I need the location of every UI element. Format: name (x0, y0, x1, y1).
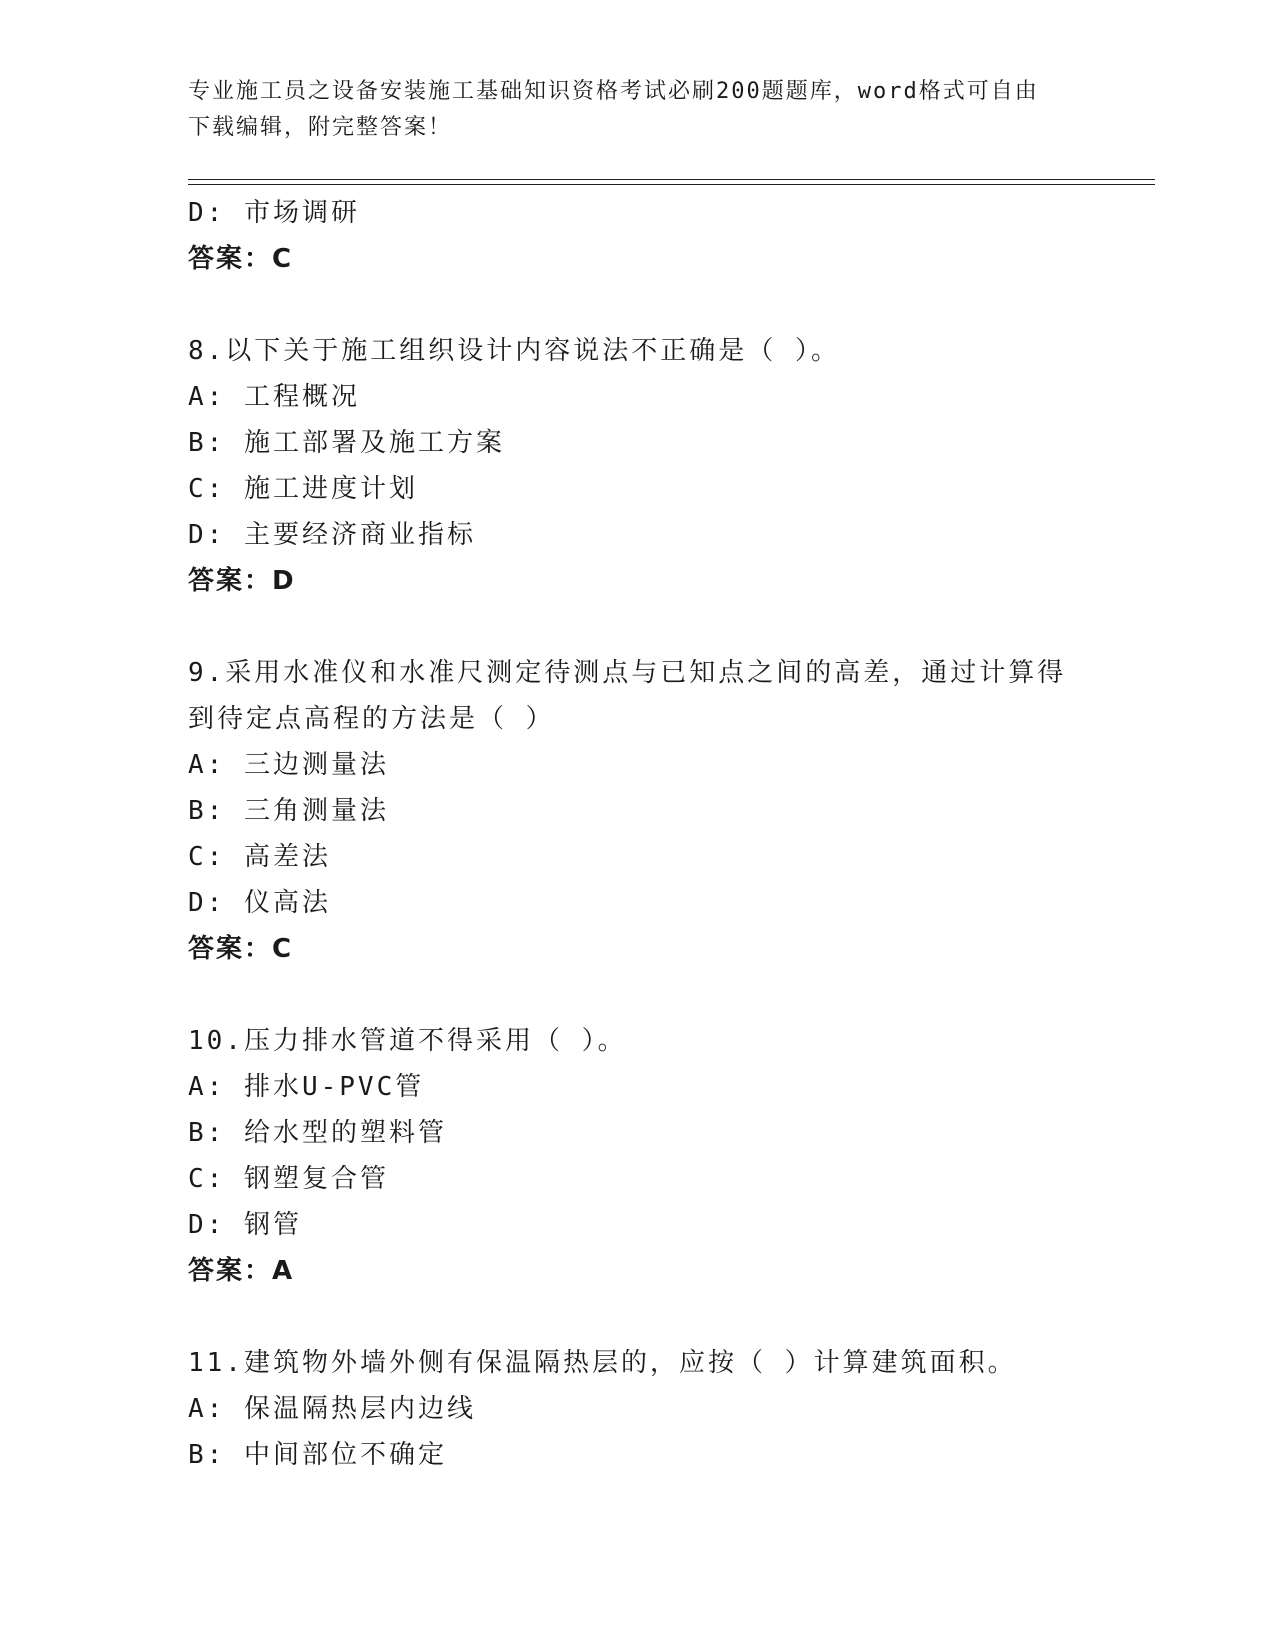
option-b: B: 三角测量法 (188, 796, 389, 826)
option-d: D: 主要经济商业指标 (188, 520, 476, 550)
header-divider-bottom (188, 184, 1155, 185)
option-d: D: 钢管 (188, 1210, 302, 1240)
option-b: B: 给水型的塑料管 (188, 1118, 447, 1148)
option-a: A: 工程概况 (188, 382, 360, 412)
answer-line: 答案：A (188, 1256, 295, 1286)
question-8 (188, 328, 1088, 604)
option-c: C: 施工进度计划 (188, 474, 418, 504)
document-header (188, 74, 1068, 146)
header-divider-top (188, 179, 1155, 180)
question-text: 9.采用水准仪和水准尺测定待测点与已知点之间的高差，通过计算得 (188, 658, 1067, 688)
question-text-continued: 到待定点高程的方法是（ ） (188, 704, 555, 734)
question-10 (188, 1018, 1088, 1294)
answer-line: 答案：D (188, 566, 296, 596)
question-text: 11.建筑物外墙外侧有保温隔热层的，应按（ ）计算建筑面积。 (188, 1348, 1017, 1378)
header-line-2: 下载编辑，附完整答案！ (188, 115, 453, 140)
question-list (188, 190, 1088, 1478)
option-a: A: 排水U-PVC管 (188, 1072, 425, 1102)
option-b: B: 中间部位不确定 (188, 1440, 447, 1470)
option-b: B: 施工部署及施工方案 (188, 428, 505, 458)
header-line-1: 专业施工员之设备安装施工基础知识资格考试必刷200题题库，word格式可自由 (188, 79, 1039, 104)
option-d: D: 市场调研 (188, 198, 360, 228)
question-11 (188, 1340, 1088, 1478)
previous-question-tail (188, 190, 1088, 282)
question-text: 10.压力排水管道不得采用（ ）。 (188, 1026, 627, 1056)
question-text: 8.以下关于施工组织设计内容说法不正确是（ ）。 (188, 336, 840, 366)
option-a: A: 保温隔热层内边线 (188, 1394, 476, 1424)
option-c: C: 钢塑复合管 (188, 1164, 389, 1194)
option-d: D: 仪高法 (188, 888, 331, 918)
option-c: C: 高差法 (188, 842, 331, 872)
question-9 (188, 650, 1088, 972)
option-a: A: 三边测量法 (188, 750, 389, 780)
answer-line: 答案：C (188, 934, 294, 964)
answer-line: 答案：C (188, 244, 294, 274)
